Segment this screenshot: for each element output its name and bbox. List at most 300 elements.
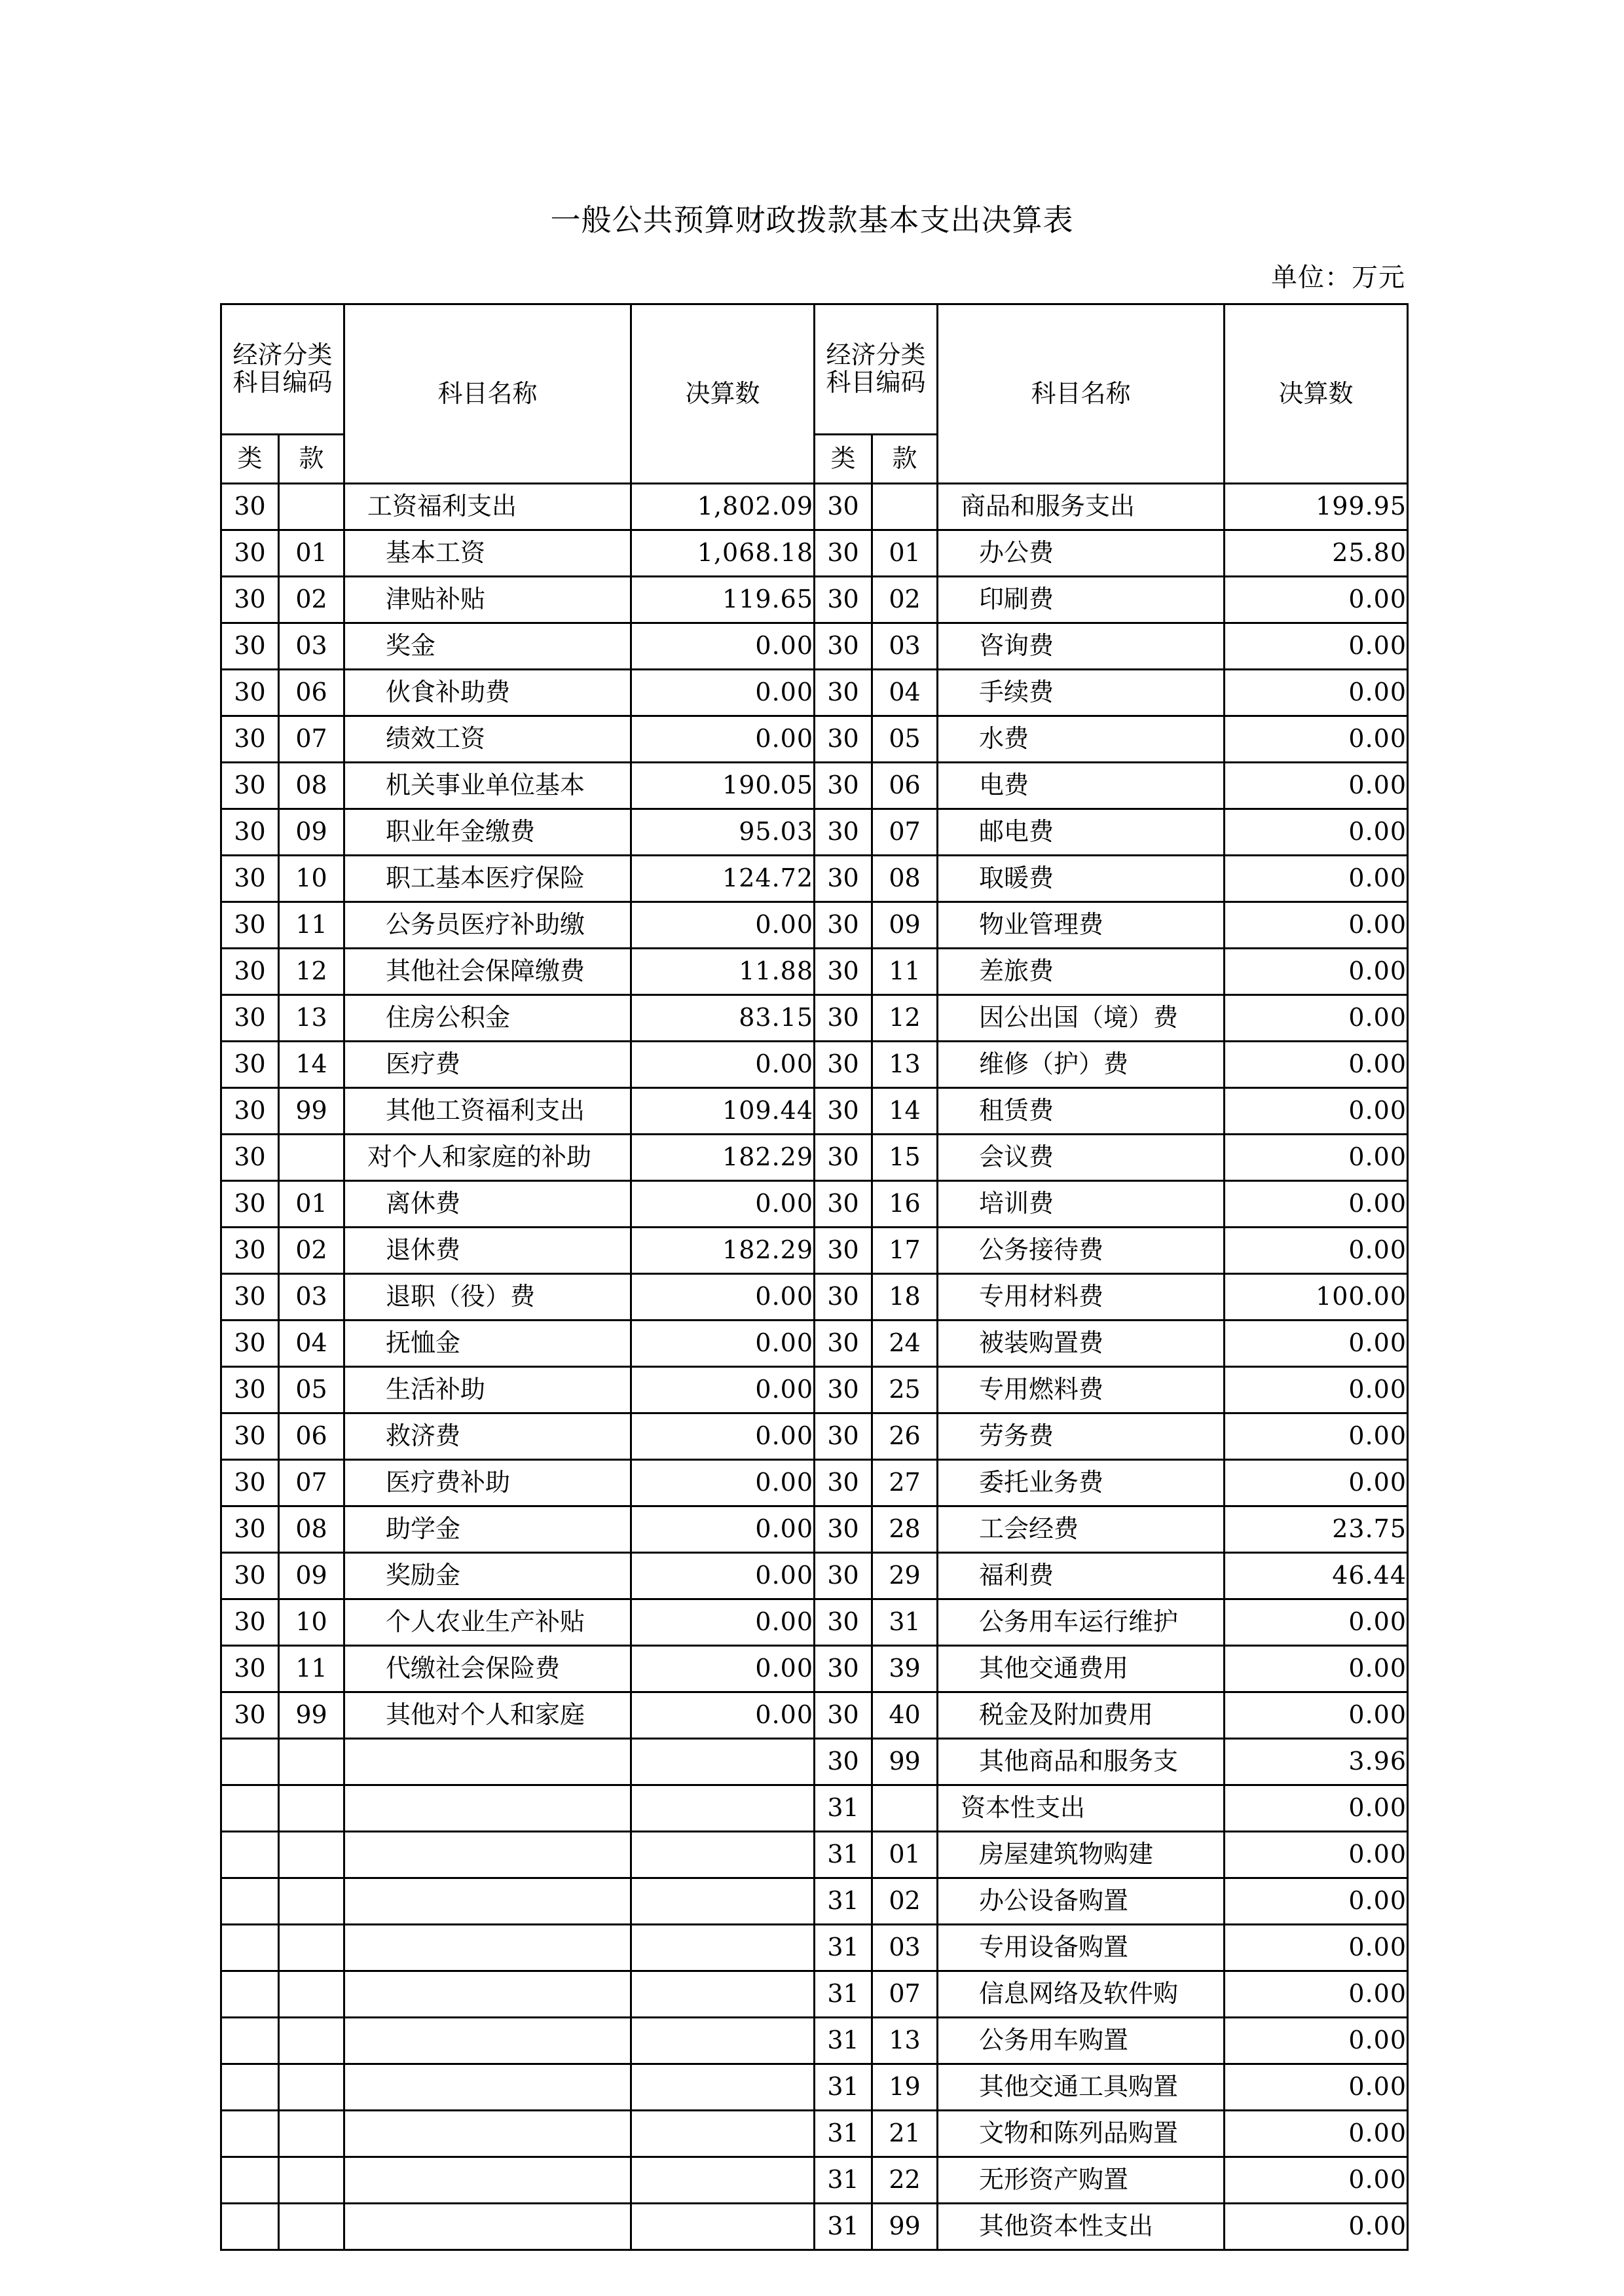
cell-lei-left bbox=[221, 1971, 279, 2018]
cell-kuan-left: 07 bbox=[279, 716, 344, 763]
cell-amount-left: 0.00 bbox=[631, 1460, 815, 1506]
table-row bbox=[221, 809, 1408, 856]
cell-amount-right: 0.00 bbox=[1225, 1413, 1408, 1460]
table-row bbox=[221, 1878, 1408, 1925]
cell-subject-name-right: 福利费 bbox=[938, 1553, 1225, 1599]
table-row bbox=[221, 1832, 1408, 1878]
table-body bbox=[221, 484, 1408, 2250]
cell-lei-right: 30 bbox=[815, 670, 872, 716]
cell-amount-left: 109.44 bbox=[631, 1088, 815, 1135]
table-row bbox=[221, 2111, 1408, 2157]
cell-subject-name-right: 手续费 bbox=[938, 670, 1225, 716]
cell-lei-left bbox=[221, 1878, 279, 1925]
cell-lei-right: 30 bbox=[815, 623, 872, 670]
cell-amount-right: 23.75 bbox=[1225, 1506, 1408, 1553]
cell-amount-left: 0.00 bbox=[631, 1553, 815, 1599]
cell-kuan-left bbox=[279, 1135, 344, 1181]
cell-amount-right: 0.00 bbox=[1225, 1042, 1408, 1088]
cell-lei-right: 30 bbox=[815, 1739, 872, 1785]
cell-amount-left: 0.00 bbox=[631, 1181, 815, 1228]
cell-subject-name-left: 绩效工资 bbox=[344, 716, 631, 763]
cell-amount-left bbox=[631, 1739, 815, 1785]
cell-lei-right: 30 bbox=[815, 1228, 872, 1274]
cell-lei-right: 30 bbox=[815, 1460, 872, 1506]
cell-lei-left: 30 bbox=[221, 1135, 279, 1181]
header-kuan-right: 款 bbox=[872, 435, 938, 484]
cell-lei-left: 30 bbox=[221, 1088, 279, 1135]
cell-subject-name-right: 租赁费 bbox=[938, 1088, 1225, 1135]
table-row bbox=[221, 1042, 1408, 1088]
cell-lei-right: 31 bbox=[815, 1971, 872, 2018]
cell-kuan-left: 10 bbox=[279, 1599, 344, 1646]
budget-expenditure-table bbox=[220, 303, 1409, 2251]
cell-amount-right: 0.00 bbox=[1225, 902, 1408, 949]
cell-amount-left: 0.00 bbox=[631, 1646, 815, 1692]
cell-kuan-right: 27 bbox=[872, 1460, 938, 1506]
unit-note: 单位：万元 bbox=[1271, 263, 1405, 293]
cell-amount-right: 0.00 bbox=[1225, 1878, 1408, 1925]
cell-subject-name-right: 信息网络及软件购 bbox=[938, 1971, 1225, 2018]
cell-lei-right: 30 bbox=[815, 1692, 872, 1739]
cell-amount-right: 0.00 bbox=[1225, 2111, 1408, 2157]
cell-kuan-right: 25 bbox=[872, 1367, 938, 1413]
cell-lei-left: 30 bbox=[221, 1460, 279, 1506]
cell-kuan-right: 14 bbox=[872, 1088, 938, 1135]
cell-lei-right: 30 bbox=[815, 1646, 872, 1692]
table-row bbox=[221, 1739, 1408, 1785]
table-row bbox=[221, 1599, 1408, 1646]
cell-amount-left bbox=[631, 1832, 815, 1878]
cell-lei-right: 31 bbox=[815, 2157, 872, 2204]
cell-lei-right: 30 bbox=[815, 1042, 872, 1088]
cell-subject-name-right: 其他资本性支出 bbox=[938, 2204, 1225, 2250]
cell-subject-name-left: 公务员医疗补助缴 bbox=[344, 902, 631, 949]
cell-subject-name-right: 专用设备购置 bbox=[938, 1925, 1225, 1971]
cell-kuan-right: 13 bbox=[872, 1042, 938, 1088]
cell-lei-left: 30 bbox=[221, 1413, 279, 1460]
cell-subject-name-left bbox=[344, 2064, 631, 2111]
cell-lei-left: 30 bbox=[221, 995, 279, 1042]
table-row bbox=[221, 2157, 1408, 2204]
cell-kuan-right: 05 bbox=[872, 716, 938, 763]
cell-subject-name-right: 维修（护）费 bbox=[938, 1042, 1225, 1088]
table-row bbox=[221, 1506, 1408, 1553]
cell-amount-left bbox=[631, 1971, 815, 2018]
cell-kuan-left bbox=[279, 1832, 344, 1878]
cell-amount-left: 182.29 bbox=[631, 1135, 815, 1181]
cell-lei-right: 30 bbox=[815, 1367, 872, 1413]
cell-lei-left bbox=[221, 2111, 279, 2157]
cell-amount-right: 25.80 bbox=[1225, 530, 1408, 577]
cell-amount-left bbox=[631, 2204, 815, 2250]
cell-subject-name-left: 救济费 bbox=[344, 1413, 631, 1460]
table-row bbox=[221, 623, 1408, 670]
cell-lei-right: 30 bbox=[815, 1135, 872, 1181]
cell-lei-right: 30 bbox=[815, 1321, 872, 1367]
cell-amount-left bbox=[631, 1785, 815, 1832]
cell-amount-right: 0.00 bbox=[1225, 1135, 1408, 1181]
cell-amount-right: 0.00 bbox=[1225, 763, 1408, 809]
cell-kuan-left: 09 bbox=[279, 1553, 344, 1599]
cell-subject-name-left: 退休费 bbox=[344, 1228, 631, 1274]
cell-amount-left: 83.15 bbox=[631, 995, 815, 1042]
cell-kuan-right: 12 bbox=[872, 995, 938, 1042]
cell-subject-name-left: 基本工资 bbox=[344, 530, 631, 577]
cell-lei-right: 31 bbox=[815, 1878, 872, 1925]
cell-lei-right: 31 bbox=[815, 1832, 872, 1878]
cell-kuan-left bbox=[279, 1925, 344, 1971]
cell-kuan-left: 03 bbox=[279, 623, 344, 670]
cell-amount-right: 0.00 bbox=[1225, 1460, 1408, 1506]
cell-kuan-right: 06 bbox=[872, 763, 938, 809]
cell-lei-left: 30 bbox=[221, 1181, 279, 1228]
cell-amount-right: 199.95 bbox=[1225, 484, 1408, 530]
cell-subject-name-right: 公务接待费 bbox=[938, 1228, 1225, 1274]
cell-lei-right: 30 bbox=[815, 716, 872, 763]
table-row bbox=[221, 1228, 1408, 1274]
cell-amount-right: 100.00 bbox=[1225, 1274, 1408, 1321]
cell-subject-name-right: 其他交通工具购置 bbox=[938, 2064, 1225, 2111]
header-lei-left: 类 bbox=[221, 435, 279, 484]
cell-amount-left: 1,068.18 bbox=[631, 530, 815, 577]
cell-lei-right: 31 bbox=[815, 2111, 872, 2157]
cell-kuan-left bbox=[279, 2064, 344, 2111]
cell-kuan-right: 99 bbox=[872, 1739, 938, 1785]
cell-subject-name-right: 资本性支出 bbox=[938, 1785, 1225, 1832]
cell-kuan-right: 24 bbox=[872, 1321, 938, 1367]
cell-amount-right: 0.00 bbox=[1225, 716, 1408, 763]
cell-kuan-right: 02 bbox=[872, 1878, 938, 1925]
cell-kuan-left: 06 bbox=[279, 1413, 344, 1460]
table-row bbox=[221, 1553, 1408, 1599]
cell-lei-left: 30 bbox=[221, 1321, 279, 1367]
cell-subject-name-right: 劳务费 bbox=[938, 1413, 1225, 1460]
cell-subject-name-left: 奖金 bbox=[344, 623, 631, 670]
cell-kuan-left: 02 bbox=[279, 1228, 344, 1274]
cell-subject-name-right: 电费 bbox=[938, 763, 1225, 809]
cell-kuan-left: 02 bbox=[279, 577, 344, 623]
cell-subject-name-left: 退职（役）费 bbox=[344, 1274, 631, 1321]
cell-kuan-left: 01 bbox=[279, 530, 344, 577]
cell-subject-name-left: 伙食补助费 bbox=[344, 670, 631, 716]
cell-subject-name-right: 无形资产购置 bbox=[938, 2157, 1225, 2204]
cell-subject-name-right: 专用燃料费 bbox=[938, 1367, 1225, 1413]
table-row bbox=[221, 484, 1408, 530]
cell-subject-name-left: 机关事业单位基本 bbox=[344, 763, 631, 809]
cell-lei-right: 30 bbox=[815, 1088, 872, 1135]
cell-lei-left: 30 bbox=[221, 1646, 279, 1692]
cell-amount-left: 124.72 bbox=[631, 856, 815, 902]
cell-subject-name-right: 印刷费 bbox=[938, 577, 1225, 623]
cell-lei-right: 30 bbox=[815, 1181, 872, 1228]
cell-lei-right: 31 bbox=[815, 1785, 872, 1832]
cell-subject-name-left: 医疗费补助 bbox=[344, 1460, 631, 1506]
cell-amount-left bbox=[631, 1925, 815, 1971]
cell-kuan-left: 10 bbox=[279, 856, 344, 902]
table-row bbox=[221, 1321, 1408, 1367]
cell-lei-left: 30 bbox=[221, 484, 279, 530]
cell-kuan-right bbox=[872, 1785, 938, 1832]
cell-subject-name-right: 商品和服务支出 bbox=[938, 484, 1225, 530]
cell-amount-left: 1,802.09 bbox=[631, 484, 815, 530]
cell-kuan-left: 03 bbox=[279, 1274, 344, 1321]
cell-kuan-left bbox=[279, 2111, 344, 2157]
cell-kuan-right: 08 bbox=[872, 856, 938, 902]
cell-lei-left: 30 bbox=[221, 1367, 279, 1413]
cell-amount-right: 0.00 bbox=[1225, 1181, 1408, 1228]
cell-lei-right: 31 bbox=[815, 2064, 872, 2111]
cell-kuan-left: 09 bbox=[279, 809, 344, 856]
cell-amount-right: 0.00 bbox=[1225, 670, 1408, 716]
cell-lei-left bbox=[221, 1832, 279, 1878]
cell-subject-name-right: 取暖费 bbox=[938, 856, 1225, 902]
cell-subject-name-right: 委托业务费 bbox=[938, 1460, 1225, 1506]
cell-lei-left: 30 bbox=[221, 1692, 279, 1739]
table-container bbox=[0, 303, 1624, 2251]
table-row bbox=[221, 902, 1408, 949]
cell-subject-name-right: 工会经费 bbox=[938, 1506, 1225, 1553]
cell-subject-name-right: 文物和陈列品购置 bbox=[938, 2111, 1225, 2157]
cell-lei-right: 30 bbox=[815, 484, 872, 530]
cell-kuan-left: 99 bbox=[279, 1692, 344, 1739]
cell-subject-name-left bbox=[344, 1925, 631, 1971]
cell-subject-name-right: 邮电费 bbox=[938, 809, 1225, 856]
cell-kuan-left: 12 bbox=[279, 949, 344, 995]
cell-lei-right: 30 bbox=[815, 763, 872, 809]
cell-kuan-right: 29 bbox=[872, 1553, 938, 1599]
cell-kuan-left bbox=[279, 2204, 344, 2250]
table-row bbox=[221, 2018, 1408, 2064]
cell-amount-left: 0.00 bbox=[631, 1413, 815, 1460]
cell-kuan-right: 07 bbox=[872, 1971, 938, 2018]
cell-kuan-right: 07 bbox=[872, 809, 938, 856]
cell-kuan-left bbox=[279, 2157, 344, 2204]
cell-kuan-right: 39 bbox=[872, 1646, 938, 1692]
cell-lei-right: 30 bbox=[815, 577, 872, 623]
cell-lei-left: 30 bbox=[221, 809, 279, 856]
table-row bbox=[221, 1646, 1408, 1692]
cell-amount-right: 0.00 bbox=[1225, 2204, 1408, 2250]
cell-subject-name-left bbox=[344, 1832, 631, 1878]
table-row bbox=[221, 2064, 1408, 2111]
cell-kuan-right: 03 bbox=[872, 623, 938, 670]
cell-amount-left: 182.29 bbox=[631, 1228, 815, 1274]
cell-lei-left: 30 bbox=[221, 1042, 279, 1088]
cell-kuan-left bbox=[279, 2018, 344, 2064]
cell-kuan-right: 02 bbox=[872, 577, 938, 623]
cell-subject-name-left: 生活补助 bbox=[344, 1367, 631, 1413]
cell-amount-right: 0.00 bbox=[1225, 623, 1408, 670]
table-row bbox=[221, 995, 1408, 1042]
cell-subject-name-left bbox=[344, 1878, 631, 1925]
cell-subject-name-right: 培训费 bbox=[938, 1181, 1225, 1228]
cell-kuan-right: 22 bbox=[872, 2157, 938, 2204]
cell-subject-name-right: 咨询费 bbox=[938, 623, 1225, 670]
cell-kuan-right bbox=[872, 484, 938, 530]
header-kuan-left: 款 bbox=[279, 435, 344, 484]
cell-subject-name-left: 医疗费 bbox=[344, 1042, 631, 1088]
cell-amount-right: 0.00 bbox=[1225, 995, 1408, 1042]
table-row bbox=[221, 1971, 1408, 2018]
cell-kuan-right: 21 bbox=[872, 2111, 938, 2157]
cell-amount-right: 0.00 bbox=[1225, 809, 1408, 856]
cell-amount-right: 0.00 bbox=[1225, 1599, 1408, 1646]
cell-kuan-right: 19 bbox=[872, 2064, 938, 2111]
cell-lei-left bbox=[221, 1785, 279, 1832]
table-row bbox=[221, 577, 1408, 623]
cell-subject-name-right: 专用材料费 bbox=[938, 1274, 1225, 1321]
cell-lei-right: 30 bbox=[815, 1274, 872, 1321]
cell-subject-name-left: 助学金 bbox=[344, 1506, 631, 1553]
cell-lei-right: 30 bbox=[815, 530, 872, 577]
cell-subject-name-left: 职业年金缴费 bbox=[344, 809, 631, 856]
cell-amount-right: 0.00 bbox=[1225, 2064, 1408, 2111]
table-row bbox=[221, 763, 1408, 809]
cell-lei-right: 31 bbox=[815, 1925, 872, 1971]
cell-subject-name-left bbox=[344, 2157, 631, 2204]
header-lei-right: 类 bbox=[815, 435, 872, 484]
cell-lei-left: 30 bbox=[221, 577, 279, 623]
cell-subject-name-right: 被装购置费 bbox=[938, 1321, 1225, 1367]
cell-amount-left bbox=[631, 2157, 815, 2204]
cell-subject-name-left bbox=[344, 1739, 631, 1785]
cell-amount-left bbox=[631, 2018, 815, 2064]
cell-amount-left: 0.00 bbox=[631, 623, 815, 670]
cell-subject-name-left: 离休费 bbox=[344, 1181, 631, 1228]
table-row bbox=[221, 1413, 1408, 1460]
cell-amount-left: 119.65 bbox=[631, 577, 815, 623]
table-row bbox=[221, 1925, 1408, 1971]
cell-lei-left bbox=[221, 2064, 279, 2111]
cell-lei-right: 30 bbox=[815, 1506, 872, 1553]
cell-subject-name-right: 办公费 bbox=[938, 530, 1225, 577]
cell-subject-name-right: 差旅费 bbox=[938, 949, 1225, 995]
cell-amount-right: 0.00 bbox=[1225, 1367, 1408, 1413]
table-row bbox=[221, 949, 1408, 995]
cell-amount-left: 0.00 bbox=[631, 902, 815, 949]
cell-kuan-right: 13 bbox=[872, 2018, 938, 2064]
cell-kuan-right: 15 bbox=[872, 1135, 938, 1181]
cell-subject-name-left: 其他社会保障缴费 bbox=[344, 949, 631, 995]
cell-kuan-left: 04 bbox=[279, 1321, 344, 1367]
cell-amount-right: 0.00 bbox=[1225, 1321, 1408, 1367]
cell-amount-left: 0.00 bbox=[631, 1599, 815, 1646]
cell-amount-right: 0.00 bbox=[1225, 949, 1408, 995]
cell-subject-name-right: 因公出国（境）费 bbox=[938, 995, 1225, 1042]
cell-subject-name-left: 抚恤金 bbox=[344, 1321, 631, 1367]
table-row bbox=[221, 1692, 1408, 1739]
cell-amount-left: 11.88 bbox=[631, 949, 815, 995]
cell-lei-left: 30 bbox=[221, 763, 279, 809]
cell-lei-left: 30 bbox=[221, 670, 279, 716]
cell-kuan-left: 99 bbox=[279, 1088, 344, 1135]
table-row bbox=[221, 1460, 1408, 1506]
cell-subject-name-left: 奖励金 bbox=[344, 1553, 631, 1599]
cell-amount-right: 46.44 bbox=[1225, 1553, 1408, 1599]
cell-kuan-right: 17 bbox=[872, 1228, 938, 1274]
cell-lei-left: 30 bbox=[221, 902, 279, 949]
cell-subject-name-right: 公务用车购置 bbox=[938, 2018, 1225, 2064]
cell-lei-right: 30 bbox=[815, 949, 872, 995]
cell-lei-left: 30 bbox=[221, 1553, 279, 1599]
cell-lei-left: 30 bbox=[221, 1599, 279, 1646]
cell-amount-left: 0.00 bbox=[631, 1692, 815, 1739]
cell-amount-left: 0.00 bbox=[631, 670, 815, 716]
cell-lei-right: 30 bbox=[815, 1599, 872, 1646]
table-row bbox=[221, 856, 1408, 902]
table-row bbox=[221, 670, 1408, 716]
cell-lei-right: 30 bbox=[815, 995, 872, 1042]
cell-kuan-left: 13 bbox=[279, 995, 344, 1042]
cell-lei-left bbox=[221, 2018, 279, 2064]
cell-subject-name-left: 工资福利支出 bbox=[344, 484, 631, 530]
page-title: 一般公共预算财政拨款基本支出决算表 bbox=[550, 202, 1074, 238]
cell-amount-right: 0.00 bbox=[1225, 577, 1408, 623]
cell-subject-name-right: 物业管理费 bbox=[938, 902, 1225, 949]
cell-subject-name-right: 税金及附加费用 bbox=[938, 1692, 1225, 1739]
cell-amount-left: 190.05 bbox=[631, 763, 815, 809]
cell-kuan-right: 03 bbox=[872, 1925, 938, 1971]
cell-amount-right: 0.00 bbox=[1225, 1646, 1408, 1692]
cell-amount-right: 0.00 bbox=[1225, 2018, 1408, 2064]
cell-lei-right: 30 bbox=[815, 902, 872, 949]
cell-subject-name-right: 其他商品和服务支 bbox=[938, 1739, 1225, 1785]
cell-kuan-right: 99 bbox=[872, 2204, 938, 2250]
header-subject-name-right: 科目名称 bbox=[938, 304, 1225, 484]
cell-subject-name-left: 住房公积金 bbox=[344, 995, 631, 1042]
table-row bbox=[221, 1274, 1408, 1321]
cell-subject-name-left bbox=[344, 1785, 631, 1832]
cell-lei-right: 30 bbox=[815, 856, 872, 902]
cell-amount-right: 3.96 bbox=[1225, 1739, 1408, 1785]
cell-subject-name-right: 其他交通费用 bbox=[938, 1646, 1225, 1692]
cell-subject-name-right: 办公设备购置 bbox=[938, 1878, 1225, 1925]
cell-amount-right: 0.00 bbox=[1225, 1925, 1408, 1971]
cell-amount-left bbox=[631, 2111, 815, 2157]
cell-lei-left bbox=[221, 2157, 279, 2204]
cell-lei-left: 30 bbox=[221, 856, 279, 902]
cell-amount-right: 0.00 bbox=[1225, 2157, 1408, 2204]
cell-lei-right: 30 bbox=[815, 1413, 872, 1460]
table-row bbox=[221, 716, 1408, 763]
header-final-amount-right: 决算数 bbox=[1225, 304, 1408, 484]
cell-lei-right: 31 bbox=[815, 2204, 872, 2250]
cell-subject-name-left: 职工基本医疗保险 bbox=[344, 856, 631, 902]
cell-subject-name-left bbox=[344, 1971, 631, 2018]
cell-amount-left: 0.00 bbox=[631, 1274, 815, 1321]
cell-lei-left: 30 bbox=[221, 623, 279, 670]
cell-amount-right: 0.00 bbox=[1225, 1692, 1408, 1739]
cell-kuan-left bbox=[279, 1785, 344, 1832]
cell-lei-left: 30 bbox=[221, 716, 279, 763]
cell-amount-left: 0.00 bbox=[631, 1321, 815, 1367]
cell-subject-name-left: 代缴社会保险费 bbox=[344, 1646, 631, 1692]
cell-subject-name-left: 津贴补贴 bbox=[344, 577, 631, 623]
table-header bbox=[221, 304, 1408, 484]
cell-amount-right: 0.00 bbox=[1225, 856, 1408, 902]
cell-kuan-left bbox=[279, 1971, 344, 2018]
cell-kuan-right: 01 bbox=[872, 1832, 938, 1878]
cell-kuan-left bbox=[279, 1878, 344, 1925]
cell-amount-right: 0.00 bbox=[1225, 1088, 1408, 1135]
cell-kuan-right: 40 bbox=[872, 1692, 938, 1739]
cell-subject-name-right: 会议费 bbox=[938, 1135, 1225, 1181]
cell-lei-right: 30 bbox=[815, 1553, 872, 1599]
cell-amount-left: 0.00 bbox=[631, 716, 815, 763]
cell-lei-right: 31 bbox=[815, 2018, 872, 2064]
cell-subject-name-left: 对个人和家庭的补助 bbox=[344, 1135, 631, 1181]
cell-lei-left: 30 bbox=[221, 1228, 279, 1274]
